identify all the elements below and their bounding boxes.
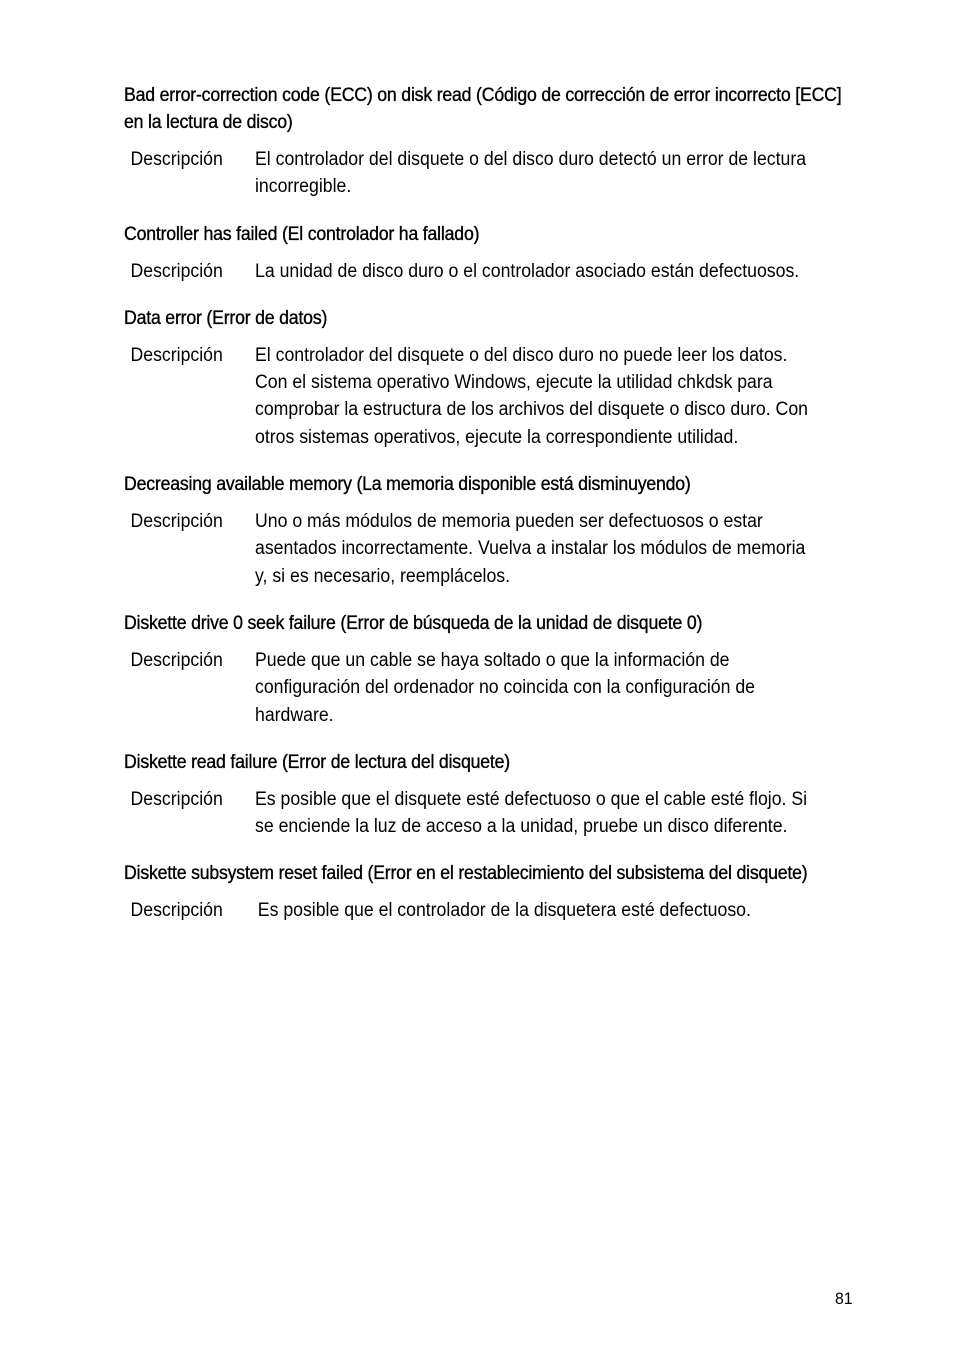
- entry-description-row: [124, 508, 854, 590]
- entry-title: Bad error-correction code (ECC) on disk read (Código de corrección de error incorrecto [ECC] en la lectura de disco): [124, 85, 842, 133]
- description-label: Descripción: [130, 344, 223, 366]
- description-label: Descripción: [130, 511, 223, 533]
- entry-title: Diskette read failure (Error de lectura del disquete): [124, 751, 510, 773]
- entry-description-row: [124, 897, 854, 924]
- entry-description-row: [124, 647, 854, 729]
- description-label: Descripción: [130, 788, 223, 810]
- entry-title: Decreasing available memory (La memoria disponible está disminuyendo): [124, 474, 691, 496]
- entry-description-row: [124, 786, 854, 841]
- error-entry-controller-failed: [124, 221, 854, 285]
- description-text: La unidad de disco duro o el controlador asociado están defectuosos.: [255, 260, 800, 282]
- description-label: Descripción: [130, 149, 223, 170]
- entry-description-row: [124, 146, 854, 201]
- error-entry-ecc: [124, 82, 854, 201]
- description-text: Puede que un cable se haya soltado o que la información de configuración del ordenador no coincida con la configuración de hardware.: [255, 649, 756, 726]
- error-entry-data-error: [124, 305, 854, 451]
- error-entry-decreasing-memory: [124, 471, 854, 590]
- entry-title: Diskette subsystem reset failed (Error en el restablecimiento del subsistema del disquete): [124, 863, 808, 885]
- description-label: Descripción: [130, 900, 223, 922]
- description-label: Descripción: [130, 649, 223, 671]
- entry-title: Controller has failed (El controlador ha fallado): [124, 223, 480, 245]
- error-entry-diskette-seek-failure: [124, 610, 854, 729]
- entry-description-row: [124, 342, 854, 451]
- document-page: [124, 82, 854, 945]
- description-text: El controlador del disquete o del disco duro detectó un error de lectura incorregible.: [255, 149, 807, 198]
- description-text: Es posible que el disquete esté defectuoso o que el cable esté flojo. Si se enciende la luz de acceso a la unidad, pruebe un disco diferente.: [255, 788, 808, 838]
- entry-description-row: [124, 258, 854, 285]
- entry-title: Data error (Error de datos): [124, 307, 328, 329]
- description-text: Uno o más módulos de memoria pueden ser defectuosos o estar asentados incorrectamente. Vuelva a instalar los módulos de memoria y, si es necesario, reemplácelos.: [255, 511, 806, 587]
- error-entry-diskette-subsystem-reset: [124, 860, 854, 924]
- description-text: Es posible que el controlador de la disquetera esté defectuoso.: [257, 900, 751, 922]
- page-number: 81: [835, 1289, 853, 1308]
- description-text: El controlador del disquete o del disco duro no puede leer los datos. Con el sistema operativo Windows, ejecute la utilidad chkdsk para comprobar la estructura de los archivos del disquete o disco duro. Con otros sistemas operativos, ejecute la correspondiente utilidad.: [255, 344, 808, 448]
- entry-title: Diskette drive 0 seek failure (Error de búsqueda de la unidad de disquete 0): [124, 612, 703, 634]
- error-entry-diskette-read-failure: [124, 749, 854, 841]
- description-label: Descripción: [130, 260, 223, 282]
